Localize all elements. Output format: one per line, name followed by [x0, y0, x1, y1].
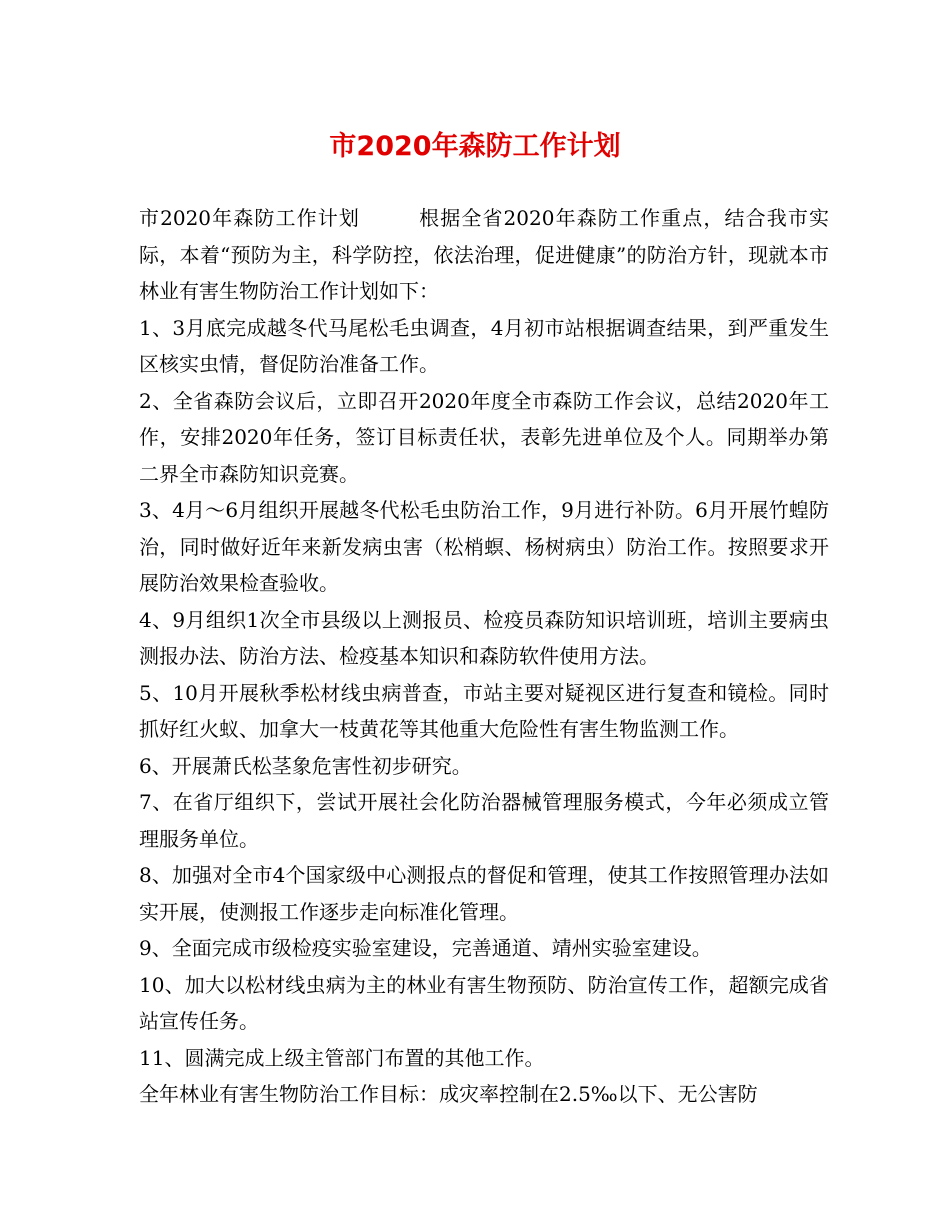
list-item: 6、开展萧氏松茎象危害性初步研究。	[139, 753, 472, 778]
document-title: 市2020年森防工作计划	[329, 131, 621, 162]
intro-text: 根据全省2020年森防工作重点，结合我市实际，本着“预防为主，科学防控，依法治理，促进健康”的防治方针，现就本市林业有害生物防治工作计划如下：	[139, 206, 829, 303]
list-item: 10、加大以松材线虫病为主的林业有害生物预防、防治宣传工作，超额完成省站宣传任务。	[139, 972, 829, 1033]
list-item: 5、10月开展秋季松材线虫病普查，市站主要对疑视区进行复查和镜检。同时抓好红火蚁、加拿大一枝黄花等其他重大危险性有害生物监测工作。	[139, 680, 829, 741]
list-item: 1、3月底完成越冬代马尾松毛虫调查，4月初市站根据调查结果，到严重发生区核实虫情，督促防治准备工作。	[139, 315, 829, 376]
list-item: 3、4月～6月组织开展越冬代松毛虫防治工作，9月进行补防。6月开展竹蝗防治，同时做好近年来新发病虫害（松梢螟、杨树病虫）防治工作。按照要求开展防治效果检查验收。	[139, 498, 829, 595]
intro-label: 市2020年森防工作计划	[139, 206, 360, 230]
document-body	[139, 200, 829, 1113]
closing-paragraph: 全年林业有害生物防治工作目标：成灾率控制在2.5‰以下、无公害防	[139, 1082, 758, 1106]
list-item: 7、在省厅组织下，尝试开展社会化防治器械管理服务模式，今年必须成立管理服务单位。	[139, 790, 829, 851]
list-item: 11、圆满完成上级主管部门布置的其他工作。	[139, 1045, 545, 1070]
intro-paragraph	[139, 200, 829, 310]
list-item: 2、全省森防会议后，立即召开2020年度全市森防工作会议，总结2020年工作，安排2020年任务，签订目标责任状，表彰先进单位及个人。同期举办第二界全市森防知识竞赛。	[139, 388, 829, 486]
list-item: 8、加强对全市4个国家级中心测报点的督促和管理，使其工作按照管理办法如实开展，使测报工作逐步走向标准化管理。	[139, 863, 829, 924]
list-item: 4、9月组织1次全市县级以上测报员、检疫员森防知识培训班，培训主要病虫测报办法、防治方法、检疫基本知识和森防软件使用方法。	[139, 607, 829, 668]
list-item: 9、全面完成市级检疫实验室建设，完善通道、靖州实验室建设。	[139, 936, 712, 960]
